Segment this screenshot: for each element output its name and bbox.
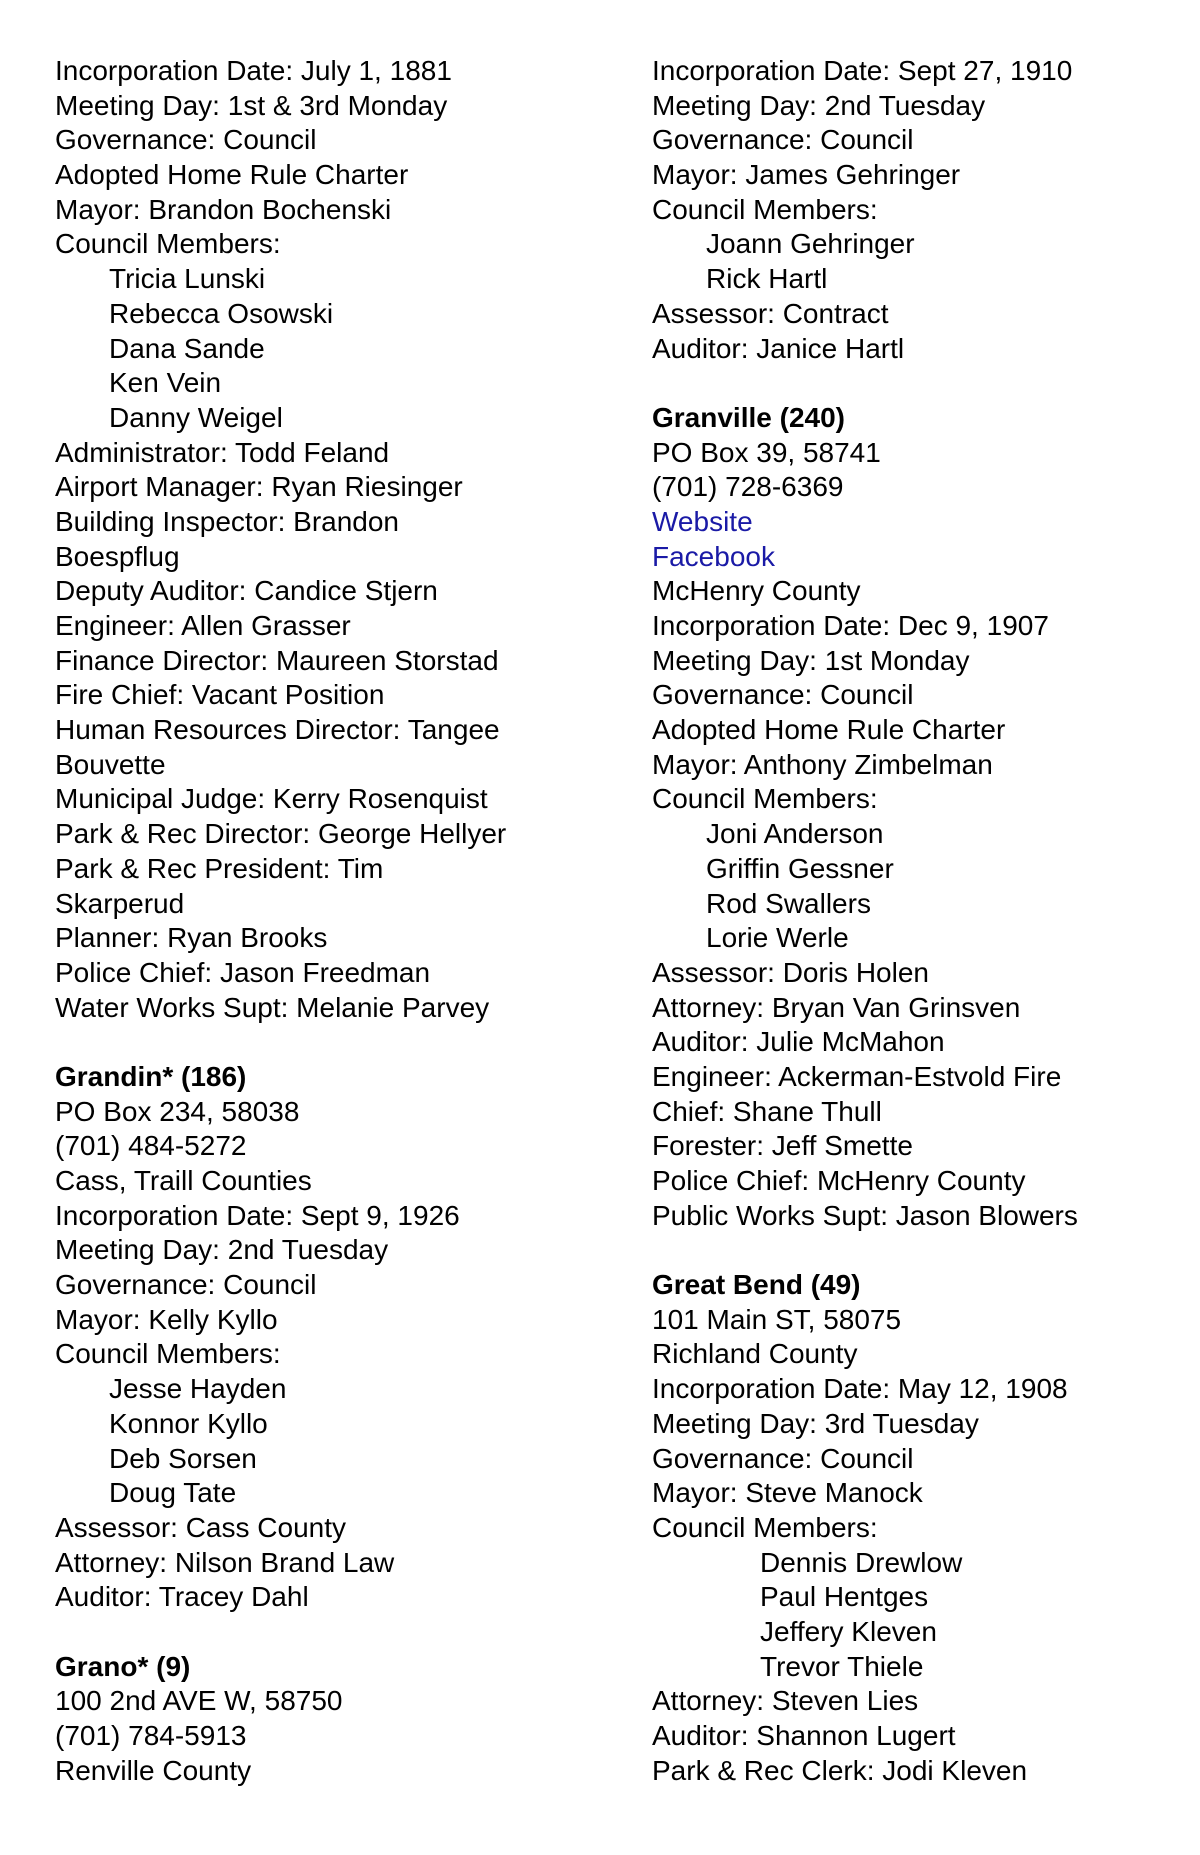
official-line: Skarperud [55, 887, 185, 919]
entry-line: Incorporation Date: May 12, 1908 [652, 1373, 1068, 1405]
entry-line: 101 Main ST, 58075 [652, 1303, 902, 1335]
official-line: Planner: Ryan Brooks [55, 922, 328, 954]
city-heading: Granville (240) [652, 401, 845, 433]
council-member: Doug Tate [109, 1477, 237, 1509]
entry-line: Council Members: [652, 783, 878, 815]
entry-line: Council Members: [652, 193, 878, 225]
official-line: Chief: Shane Thull [652, 1095, 882, 1127]
entry-line: Mayor: Brandon Bochenski [55, 193, 392, 225]
official-line: Attorney: Bryan Van Grinsven [652, 991, 1021, 1023]
official-line: Administrator: Todd Feland [55, 436, 390, 468]
council-member: Trevor Thiele [760, 1650, 924, 1682]
official-line: Auditor: Shannon Lugert [652, 1720, 956, 1751]
council-member: Paul Hentges [760, 1581, 929, 1613]
council-member: Jeffery Kleven [760, 1615, 937, 1647]
section-spacer [652, 1233, 1192, 1268]
council-member: Dennis Drewlow [760, 1546, 963, 1578]
entry-line: Meeting Day: 1st & 3rd Monday [55, 89, 448, 121]
official-line: Attorney: Steven Lies [652, 1685, 919, 1717]
entry-line: Meeting Day: 1st Monday [652, 644, 970, 676]
official-line: Police Chief: McHenry County [652, 1165, 1026, 1196]
council-member: Danny Weigel [109, 401, 283, 433]
right-column [652, 54, 1192, 1788]
official-line: Auditor: Janice Hartl [652, 332, 905, 364]
official-line: Assessor: Doris Holen [652, 956, 929, 988]
entry-line: Adopted Home Rule Charter [652, 714, 1006, 746]
entry-line: (701) 728-6369 [652, 471, 844, 503]
official-line: Park & Rec President: Tim [55, 852, 384, 884]
official-line: Public Works Supt: Jason Blowers [652, 1199, 1078, 1231]
council-member: Griffin Gessner [706, 852, 894, 884]
entry-line: PO Box 39, 58741 [652, 436, 881, 468]
official-line: Police Chief: Jason Freedman [55, 956, 431, 988]
left-column [55, 54, 635, 1788]
entry-line: (701) 784-5913 [55, 1720, 247, 1751]
official-line: Boespflug [55, 540, 180, 572]
official-line: Bouvette [55, 748, 166, 780]
entry-line: Council Members: [652, 1511, 878, 1543]
entry-line: (701) 484-5272 [55, 1130, 247, 1162]
official-line: Water Works Supt: Melanie Parvey [55, 991, 490, 1023]
city-heading: Great Bend (49) [652, 1269, 861, 1301]
official-line: Deputy Auditor: Candice Stjern [55, 575, 438, 607]
council-member: Joann Gehringer [706, 228, 915, 260]
entry-line: PO Box 234, 58038 [55, 1095, 300, 1127]
council-member: Jesse Hayden [109, 1373, 287, 1405]
entry-line: Adopted Home Rule Charter [55, 159, 409, 191]
entry-line: Cass, Traill Counties [55, 1165, 312, 1196]
entry-line: Mayor: James Gehringer [652, 159, 961, 191]
section-spacer [55, 1615, 635, 1650]
facebook-link[interactable]: Facebook [652, 540, 775, 572]
official-line: Engineer: Ackerman-Estvold Fire [652, 1060, 1062, 1092]
council-member: Konnor Kyllo [109, 1407, 268, 1439]
official-line: Human Resources Director: Tangee [55, 714, 500, 746]
entry-line: 100 2nd AVE W, 58750 [55, 1685, 343, 1717]
entry-line: Mayor: Steve Manock [652, 1477, 923, 1509]
entry-line: McHenry County [652, 575, 861, 607]
council-member: Tricia Lunski [109, 263, 266, 295]
official-line: Attorney: Nilson Brand Law [55, 1546, 395, 1578]
council-member: Rod Swallers [706, 887, 871, 919]
official-line: Municipal Judge: Kerry Rosenquist [55, 783, 488, 815]
section-spacer [55, 1025, 635, 1060]
entry-line: Renville County [55, 1754, 252, 1786]
entry-line: Governance: Council [652, 679, 914, 711]
entry-line: Meeting Day: 3rd Tuesday [652, 1407, 979, 1439]
entry-line: Mayor: Kelly Kyllo [55, 1303, 278, 1335]
official-line: Auditor: Julie McMahon [652, 1026, 945, 1058]
official-line: Assessor: Contract [652, 297, 889, 329]
entry-line: Governance: Council [652, 124, 914, 156]
entry-line: Richland County [652, 1338, 858, 1370]
website-link[interactable]: Website [652, 505, 753, 537]
council-member: Dana Sande [109, 332, 265, 364]
official-line: Park & Rec Clerk: Jodi Kleven [652, 1754, 1028, 1786]
section-spacer [652, 366, 1192, 401]
entry-line: Governance: Council [55, 124, 317, 156]
entry-line: Council Members: [55, 228, 281, 260]
council-member: Deb Sorsen [109, 1442, 257, 1474]
official-line: Forester: Jeff Smette [652, 1130, 913, 1162]
entry-line: Meeting Day: 2nd Tuesday [652, 89, 986, 121]
council-member: Ken Vein [109, 367, 222, 399]
city-heading: Grandin* (186) [55, 1060, 247, 1092]
official-line: Engineer: Allen Grasser [55, 610, 351, 641]
council-member: Joni Anderson [706, 818, 884, 850]
entry-line: Incorporation Date: Sept 27, 1910 [652, 55, 1073, 86]
entry-line: Incorporation Date: Dec 9, 1907 [652, 610, 1049, 641]
council-member: Rebecca Osowski [109, 297, 334, 329]
entry-line: Council Members: [55, 1338, 281, 1370]
entry-line: Incorporation Date: July 1, 1881 [55, 55, 452, 86]
council-member: Rick Hartl [706, 263, 828, 295]
entry-line: Governance: Council [55, 1269, 317, 1301]
official-line: Park & Rec Director: George Hellyer [55, 818, 507, 850]
official-line: Auditor: Tracey Dahl [55, 1581, 309, 1613]
entry-line: Meeting Day: 2nd Tuesday [55, 1234, 389, 1266]
official-line: Fire Chief: Vacant Position [55, 679, 385, 711]
entry-line: Mayor: Anthony Zimbelman [652, 748, 993, 780]
entry-line: Incorporation Date: Sept 9, 1926 [55, 1199, 460, 1231]
official-line: Building Inspector: Brandon [55, 505, 399, 537]
city-heading: Grano* (9) [55, 1650, 191, 1682]
official-line: Airport Manager: Ryan Riesinger [55, 471, 463, 503]
entry-line: Governance: Council [652, 1442, 914, 1474]
official-line: Assessor: Cass County [55, 1511, 346, 1543]
official-line: Finance Director: Maureen Storstad [55, 644, 499, 676]
council-member: Lorie Werle [706, 922, 849, 954]
